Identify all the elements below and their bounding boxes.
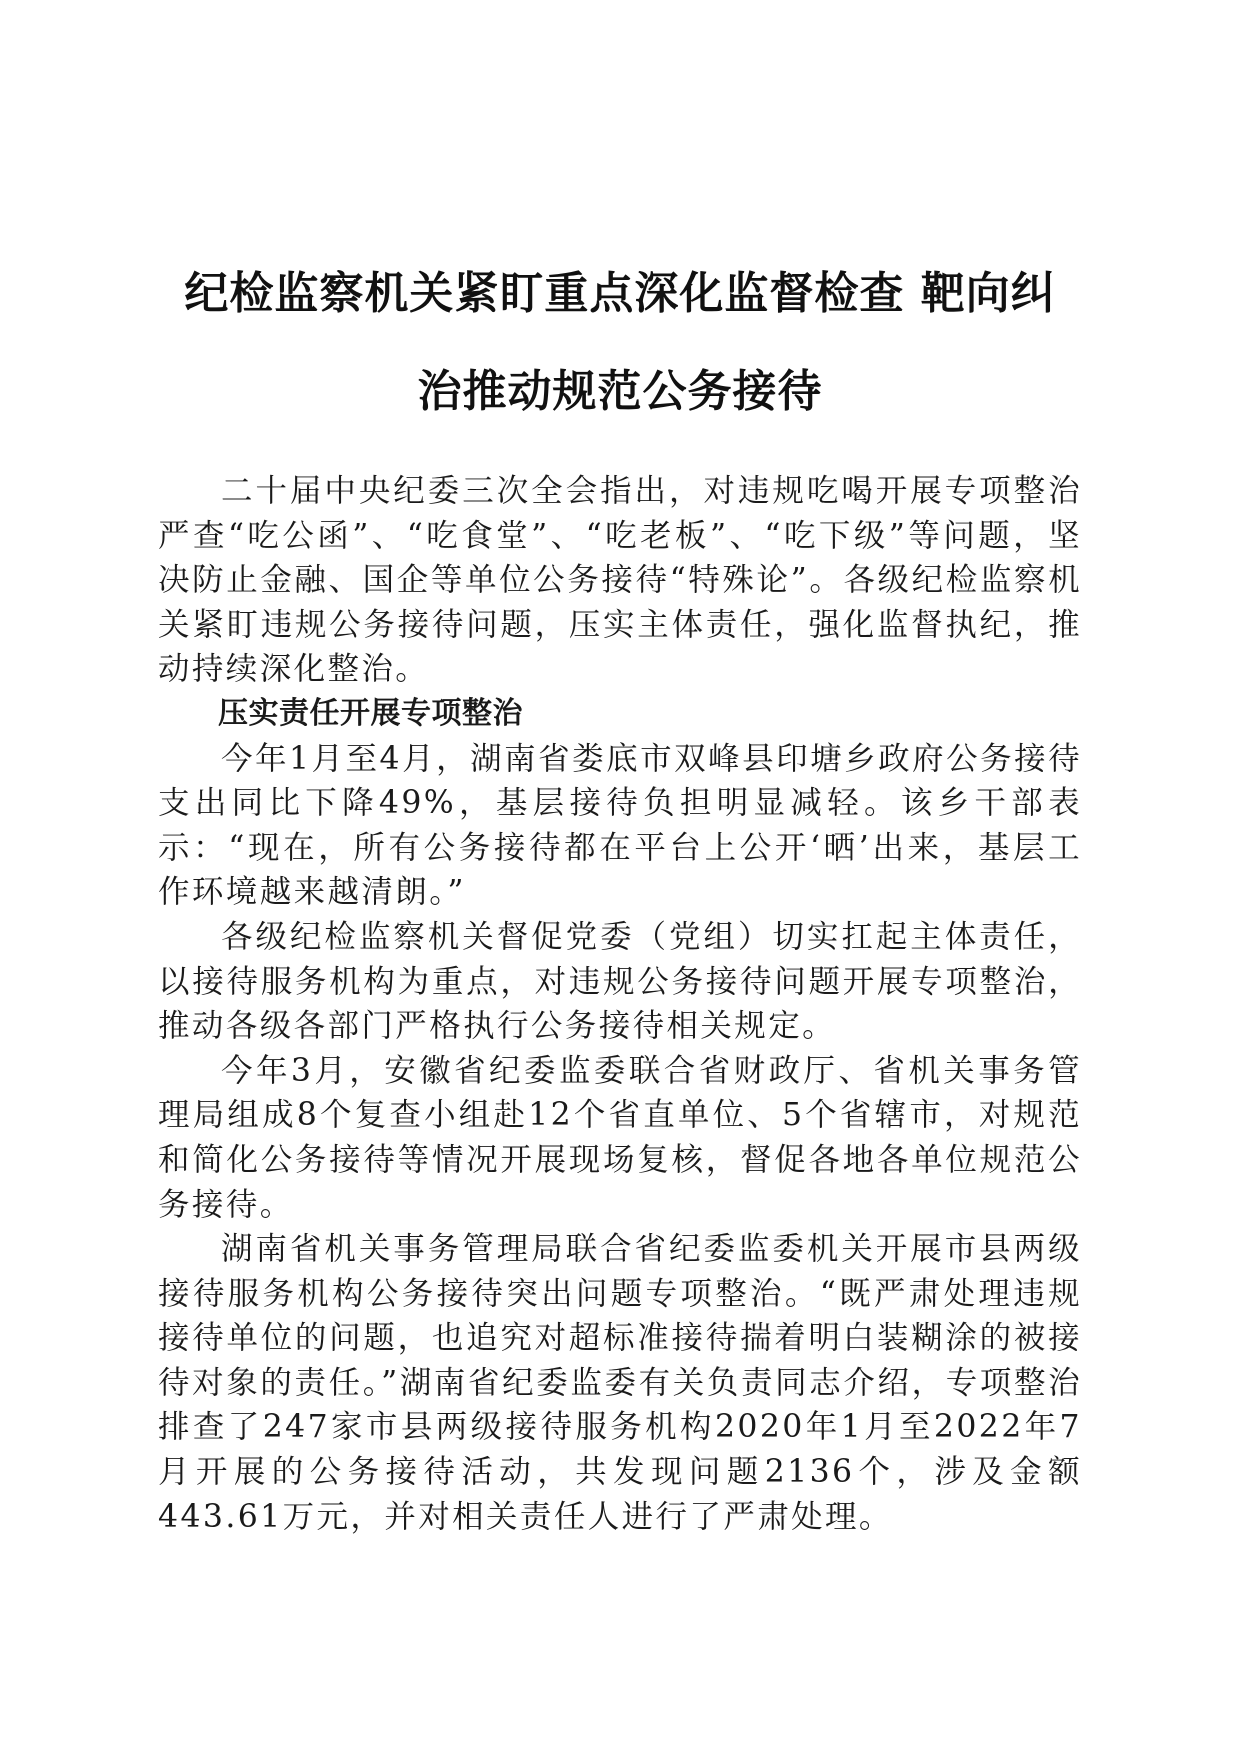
title-line-2: 治推动规范公务接待 [417,366,823,417]
title-line-1: 纪检监察机关紧盯重点深化监督检查 靶向纠 [184,268,1056,319]
paragraph-anhui-review: 今年3月，安徽省纪委监委联合省财政厅、省机关事务管理局组成8个复查小组赴12个省直单位、5个省辖市，对规范和简化公务接待等情况开展现场复核，督促各地各单位规范公务接待。 [158,1052,1082,1223]
paragraph-intro: 二十届中央纪委三次全会指出，对违规吃喝开展专项整治严查“吃公函”、“吃食堂”、“吃老板”、“吃下级”等问题，坚决防止金融、国企等单位公务接待“特殊论”。各级纪检监察机关紧盯违规公务接待问题，压实主体责任，强化监督执纪，推动持续深化整治。 [158,473,1082,688]
paragraph-hunan-township: 今年1月至4月，湖南省娄底市双峰县印塘乡政府公务接待支出同比下降49%，基层接待负担明显减轻。该乡干部表示：“现在，所有公务接待都在平台上公开‘晒’出来，基层工作环境越来越清朗。” [158,740,1082,911]
paragraph-party-responsibility: 各级纪检监察机关督促党委（党组）切实扛起主体责任，以接待服务机构为重点，对违规公务接待问题开展专项整治，推动各级各部门严格执行公务接待相关规定。 [158,918,1082,1045]
document-title [160,245,1080,441]
paragraph-hunan-rectification: 湖南省机关事务管理局联合省纪委监委机关开展市县两级接待服务机构公务接待突出问题专项整治。“既严肃处理违规接待单位的问题，也追究对超标准接待揣着明白装糊涂的被接待对象的责任。”湖南省纪委监委有关负责同志介绍，专项整治排查了247家市县两级接待服务机构2020年1月至2022年7月开展的公务接待活动，共发现问题2136个，涉及金额443.61万元，并对相关责任人进行了严肃处理。 [158,1231,1082,1535]
section-heading: 压实责任开展专项整治 [218,695,523,731]
document-body [158,469,1082,1539]
